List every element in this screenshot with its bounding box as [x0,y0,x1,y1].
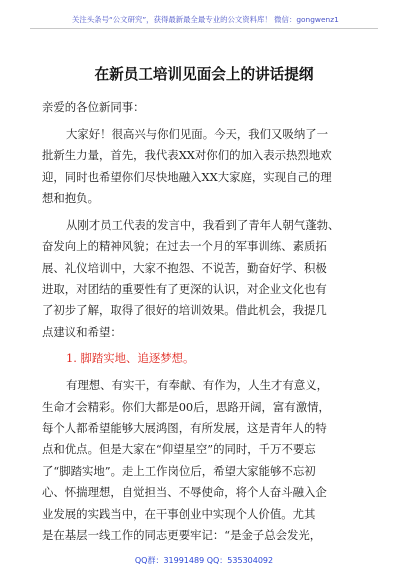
paragraph-line: 点建议和希望： [42,325,122,339]
paragraph-line: 每个人都希望能够大展鸿图，有所发展，这是青年人的特 [42,421,327,435]
paragraph-line: 迎，同时也希望你们尽快地融入XX大家庭，实现自己的理 [42,170,332,184]
paragraph-line: 心、怀揣理想，自觉担当、不辱使命，将个人奋斗融入企 [42,485,327,499]
paragraph-line: 是在基层一线工作的同志更要牢记：“是金子总会发光， [42,528,322,542]
paragraph-line: 想和抱负。 [42,191,99,205]
paragraph-line: 奋发向上的精神风貌；在过去一个月的军事训练、素质拓 [42,239,327,253]
salutation: 亲爱的各位新同事： [42,100,145,114]
paragraph-line: 有理想、有实干，有奉献、有作为，人生才有意义， [66,378,328,392]
paragraph-line: 进取，对团结的重要性有了更深的认识，对企业文化也有 [42,282,327,296]
header-banner-text: 关注头条号“公文研究”，获得最新最全最专业的公文资料库！ 微信：gongwenz1 [72,15,339,24]
paragraph-line: 从刚才员工代表的发言中，我看到了青年人朝气蓬勃、 [66,218,340,232]
paragraph-line: 展、礼仪培训中，大家不抱怨、不说苦，勤奋好学、积极 [42,261,327,275]
paragraph-line: 业发展的实践当中，在干事创业中实现个人价值。尤其 [42,507,316,521]
paragraph-line: 点和优点。但是大家在“仰望星空”的同时，千万不要忘 [42,442,316,456]
paragraph-line: 批新生力量，首先，我代表XX对你们的加入表示热烈地欢 [42,148,332,162]
footer-contact: QQ群：31991489 QQ：535304092 [134,556,274,565]
section-heading: 1. 脚踏实地、追逐梦想。 [66,351,195,365]
paragraph-line: 大家好！很高兴与你们见面。今天，我们又吸纳了一 [66,127,328,141]
paragraph-line: 了初步了解，取得了很好的培训效果。借此机会，我提几 [42,303,327,317]
paragraph-line: 了“脚踏实地”。走上工作岗位后，希望大家能够不忘初 [42,464,316,478]
header-banner [30,11,378,29]
paragraph-line: 生命才会精彩。你们大都是00后，思路开阔，富有激情， [42,400,330,414]
document-title: 在新员工培训见面会上的讲话提纲 [94,66,314,83]
